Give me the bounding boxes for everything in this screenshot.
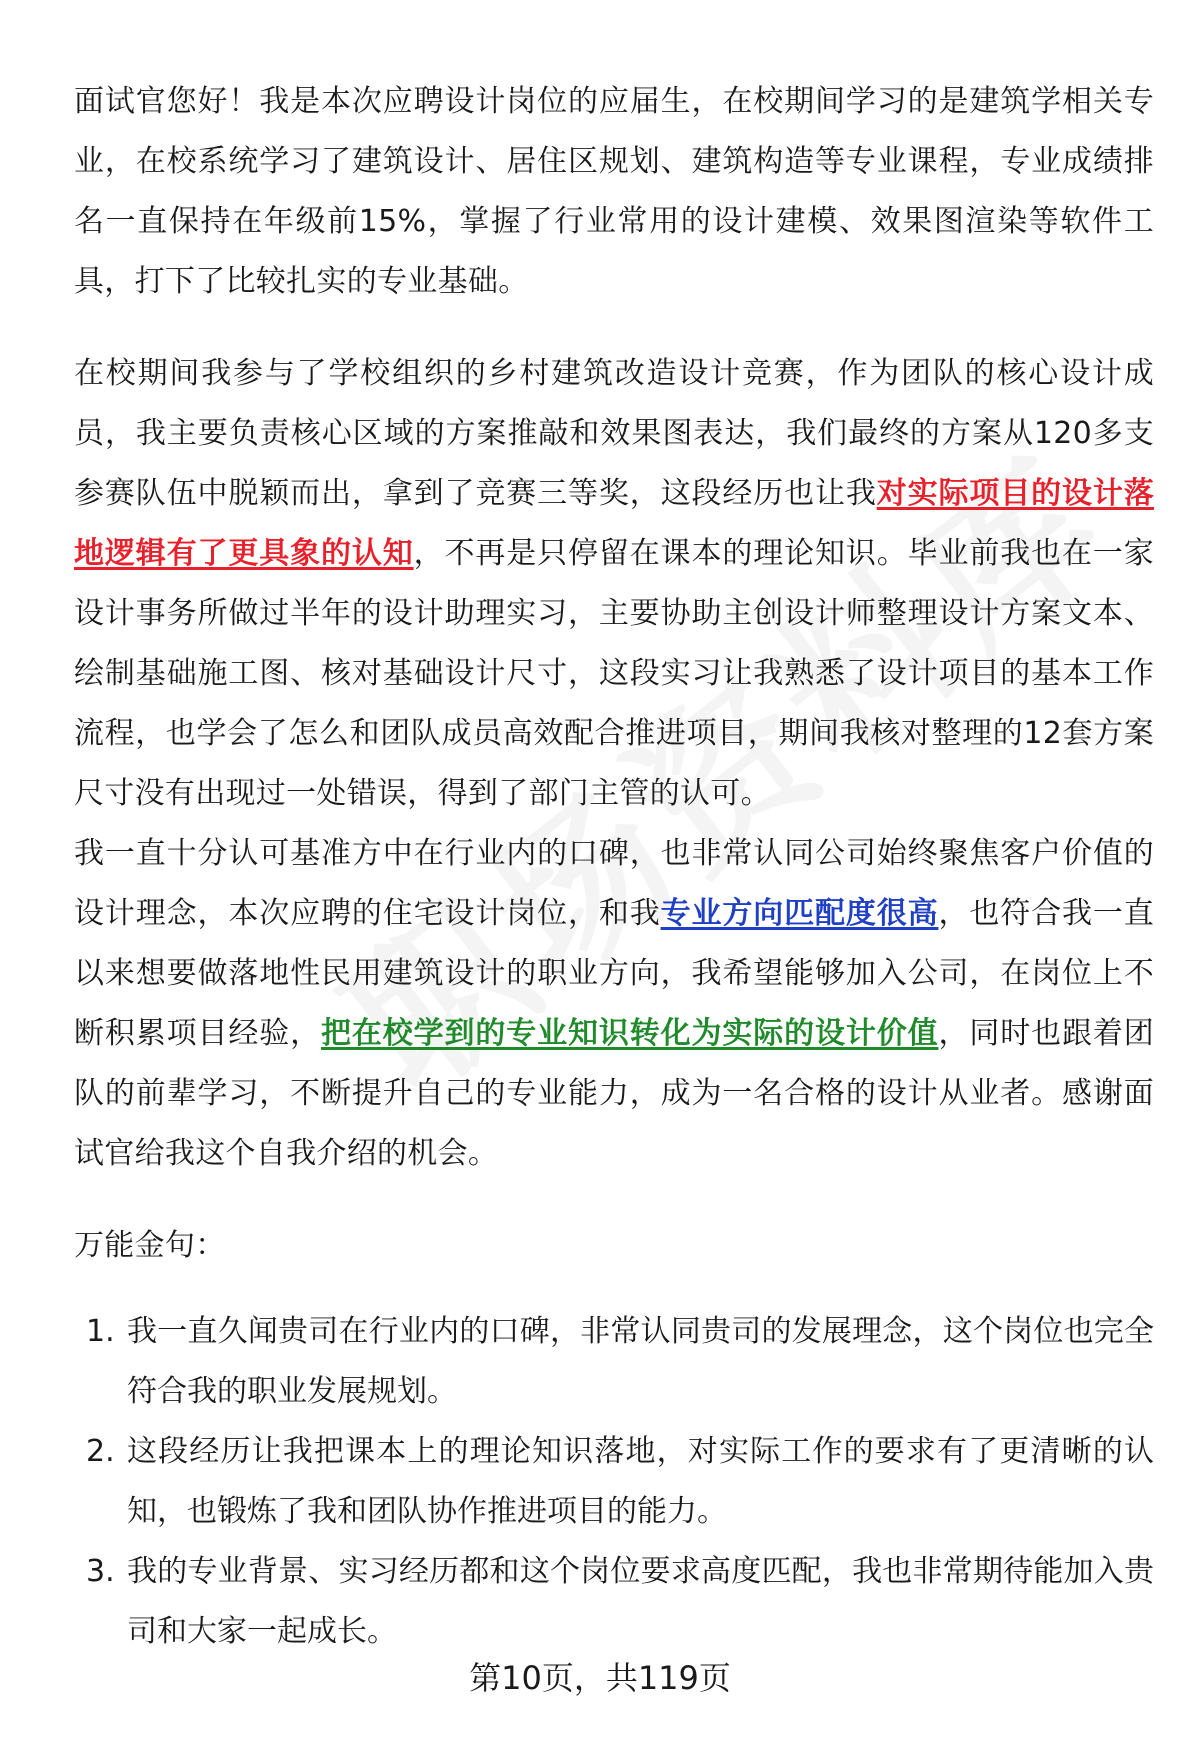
document-body [74,72,1154,1662]
list-number: 1. [86,1314,115,1349]
paragraph-experience [74,344,1154,824]
list-number: 2. [86,1434,115,1469]
list-number: 3. [86,1554,115,1589]
list-text: 我一直久闻贵司在行业内的口碑，非常认同贵司的发展理念，这个岗位也完全符合我的职业发展规划。 [127,1314,1154,1409]
highlight-red: 对实际项目的设计落地逻辑有了更具象的认知 [74,476,1154,571]
page-number-footer: 第10页，共119页 [469,1659,731,1697]
paragraph-intro: 面试官您好！我是本次应聘设计岗位的应届生，在校期间学习的是建筑学相关专业，在校系统学习了建筑设计、居住区规划、建筑构造等专业课程，专业成绩排名一直保持在年级前15%，掌握了行业常用的设计建模、效果图渲染等软件工具，打下了比较扎实的专业基础。 [74,84,1154,299]
motivation-text-middle: ，也符合我一直以来想要做落地性民用建筑设计的职业方向，我希望能够加入公司，在岗位上不断积累项目经验， [74,896,1154,1051]
experience-text-start: 在校期间我参与了学校组织的乡村建筑改造设计竞赛，作为团队的核心设计成员，我主要负责核心区域的方案推敲和效果图表达，我们最终的方案从120多支参赛队伍中脱颖而出，拿到了竞赛三等奖，这段经历也让我 [74,356,1154,511]
list-text: 我的专业背景、实习经历都和这个岗位要求高度匹配，我也非常期待能加入贵司和大家一起成长。 [127,1554,1154,1649]
golden-heading: 万能金句： [74,1228,226,1263]
motivation-text-end: ，同时也跟着团队的前辈学习，不断提升自己的专业能力，成为一名合格的设计从业者。感谢面试官给我这个自我介绍的机会。 [74,1016,1154,1171]
highlight-green: 把在校学到的专业知识转化为实际的设计价值 [320,1016,939,1051]
golden-sentence-list [74,1302,1154,1662]
list-item [74,1422,1154,1542]
highlight-blue: 专业方向匹配度很高 [660,896,939,931]
list-text: 这段经历让我把课本上的理论知识落地，对实际工作的要求有了更清晰的认知，也锻炼了我和团队协作推进项目的能力。 [127,1434,1154,1529]
motivation-text-start: 我一直十分认可基准方中在行业内的口碑，也非常认同公司始终聚焦客户价值的设计理念，本次应聘的住宅设计岗位，和我 [74,836,1154,931]
experience-text-end: ，不再是只停留在课本的理论知识。毕业前我也在一家设计事务所做过半年的设计助理实习，主要协助主创设计师整理设计方案文本、绘制基础施工图、核对基础设计尺寸，这段实习让我熟悉了设计项目的基本工作流程，也学会了怎么和团队成员高效配合推进项目，期间我核对整理的12套方案尺寸没有出现过一处错误，得到了部门主管的认可。 [74,536,1154,811]
list-item [74,1542,1154,1662]
paragraph-motivation [74,824,1154,1184]
list-item [74,1302,1154,1422]
